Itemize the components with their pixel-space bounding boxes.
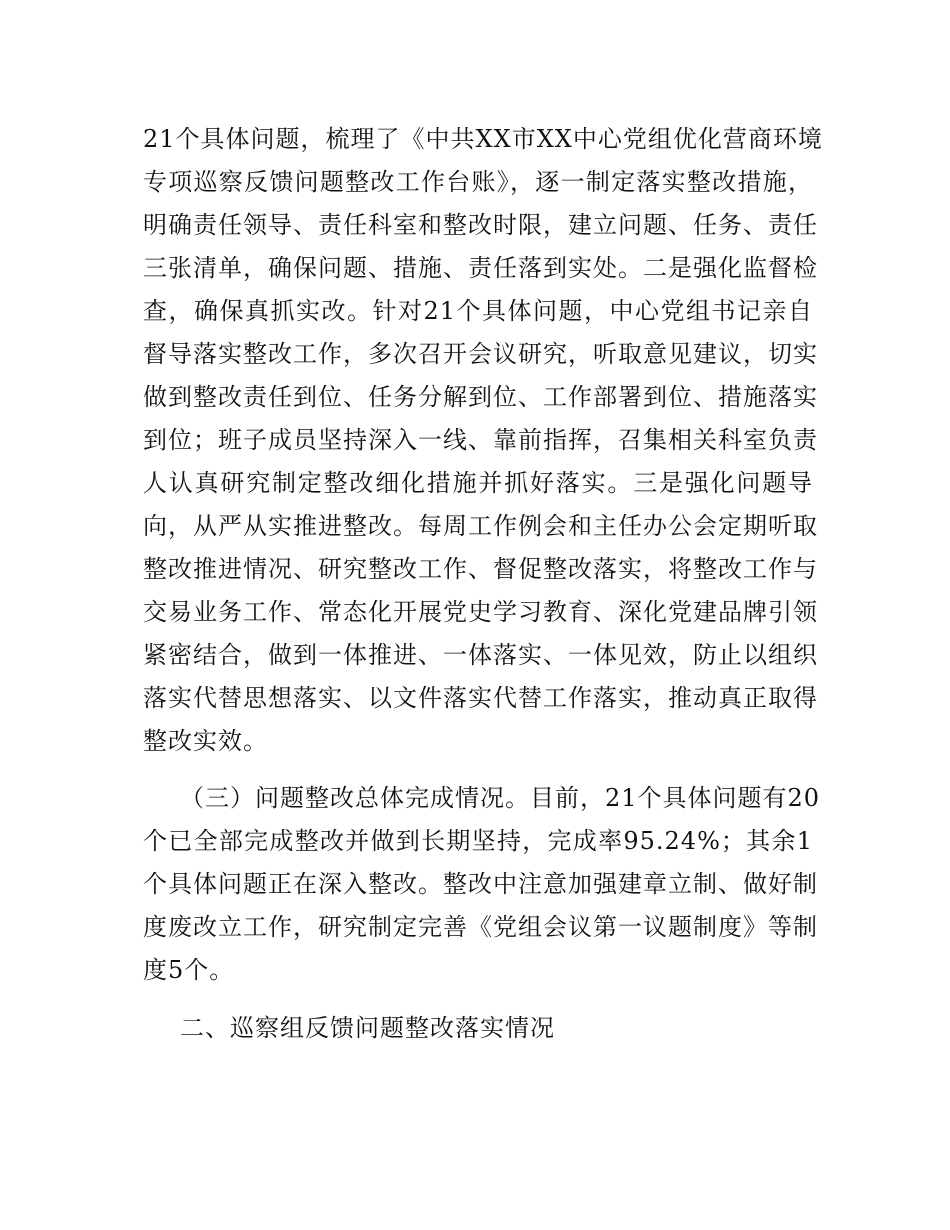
paragraph-line: 向，从严从实推进整改。每周工作例会和主任办公会定期听取 [143,512,818,540]
paragraph-line: 交易业务工作、常态化开展党史学习教育、深化党建品牌引领 [143,598,818,626]
paragraph-line: 整改推进情况、研究整改工作、督促整改落实，将整改工作与 [143,555,818,583]
section-heading: 二、巡察组反馈问题整改落实情况 [180,1014,555,1042]
paragraph-line: 个已全部完成整改并做到长期坚持，完成率95.24%；其余1 [143,827,813,855]
paragraph-line: 紧密结合，做到一体推进、一体落实、一体见效，防止以组织 [143,641,818,669]
paragraph-line: （三）问题整改总体完成情况。目前，21个具体问题有20 [180,784,821,812]
paragraph-line: 21个具体问题，梳理了《中共XX市XX中心党组优化营商环境 [143,125,823,153]
paragraph-line: 落实代替思想落实、以文件落实代替工作落实，推动真正取得 [143,684,818,712]
paragraph-line: 三张清单，确保问题、措施、责任落到实处。二是强化监督检 [143,254,818,282]
paragraph-line: 整改实效。 [143,727,268,755]
paragraph-line: 度废改立工作，研究制定完善《党组会议第一议题制度》等制 [143,913,818,941]
paragraph-line: 度5个。 [143,956,235,984]
paragraph-line: 人认真研究制定整改细化措施并抓好落实。三是强化问题导 [143,469,813,497]
paragraph-line: 到位；班子成员坚持深入一线、靠前指挥，召集相关科室负责 [143,426,818,454]
paragraph-line: 个具体问题正在深入整改。整改中注意加强建章立制、做好制 [143,870,818,898]
paragraph-line: 专项巡察反馈问题整改工作台账》，逐一制定落实整改措施， [143,168,813,196]
paragraph-line: 明确责任领导、责任科室和整改时限，建立问题、任务、责任 [143,211,818,239]
paragraph-line: 查，确保真抓实改。针对21个具体问题，中心党组书记亲自 [143,297,813,325]
paragraph-line: 督导落实整改工作，多次召开会议研究，听取意见建议，切实 [143,340,818,368]
paragraph-line: 做到整改责任到位、任务分解到位、工作部署到位、措施落实 [143,383,818,411]
